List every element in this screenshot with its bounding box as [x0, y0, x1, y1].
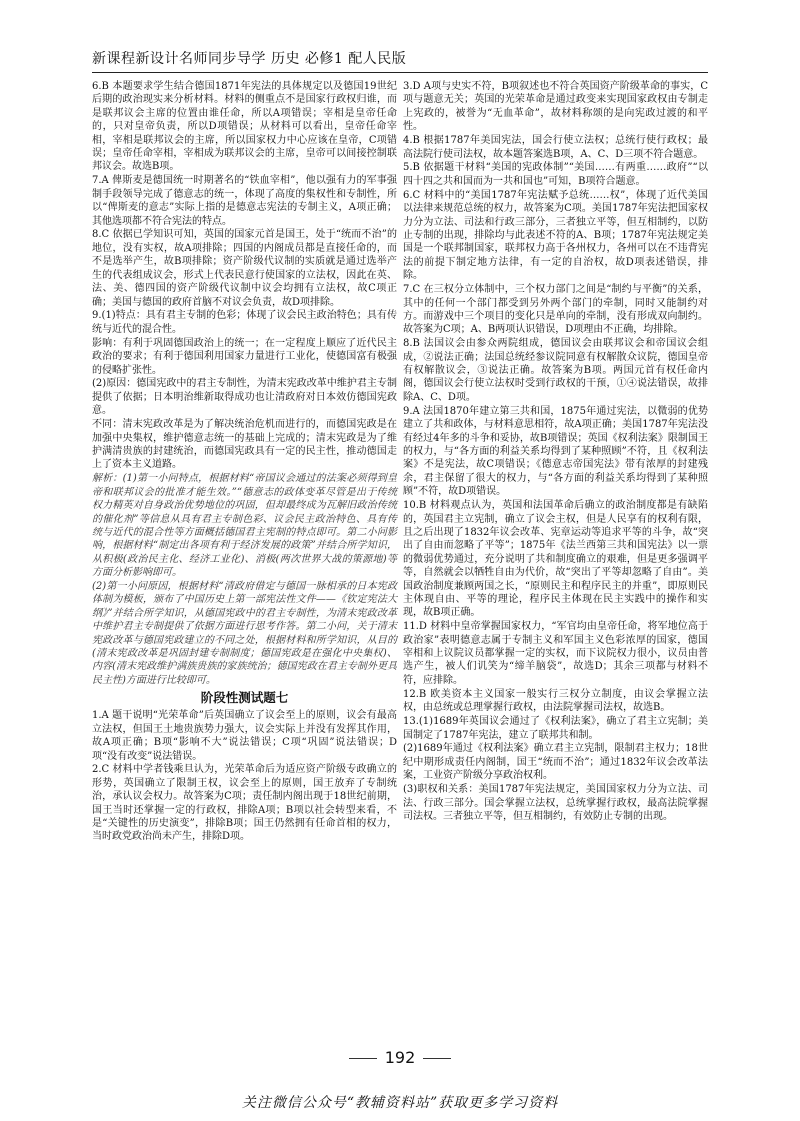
page-number-rule: [349, 1058, 377, 1059]
answer-paragraph: 6.B 本题要求学生结合德国1871年宪法的具体规定以及德国19世纪后期的政治现实来分析材料。材料的侧重点不是国家行政权归谁，而是联邦议会主席的位置由谁任命，所以A项错误；宰相是皇帝任命的，只对皇帝负责，所以D项错误；从材料可以看出，皇帝任命宰相，宰相是联邦议会的主席，所以国家权力中心应该在皇帝，C项错误；皇帝任命宰相，宰相成为联邦议会的主席，皇帝可以间接控制联邦议会。故选B项。: [92, 81, 397, 173]
answer-paragraph: 5.B 依据题干材料“美国的宪政体制”“美国……有两重……政府”“以四十四之共和国而为一共和国也”可知，B项符合题意。: [403, 162, 708, 187]
answer-paragraph: 7.C 在三权分立体制中，三个权力部门之间是“制约与平衡”的关系，其中的任何一个部门都受到另外两个部门的牵制，同时又能制约对方。而游戏中三个项目的变化只是单向的牵制，没有形成双向制约。故答案为C项；A、B两项认识错误，D项理由不正确，均排除。: [403, 284, 708, 336]
analysis-paragraph: (2)第一小问原因，根据材料“清政府借定与德国一脉相承的日本宪政体制为模板，颁布了中国历史上第一部宪法性文件——《钦定宪法大纲》”并结合所学知识，从德国宪政中的君主专制性，为清末宪政改革中维护君主专制提供了依据方面进行思考作答。第二小问，关于清末宪政改革与德国宪政建立的不同之处，根据材料和所学知识，从目的(清末宪政改革是巩固封建专制制度；德国宪政是在强化中央集权)、内容(清末宪政维护满族贵族的家族统治；德国宪政在君主专制外更具民主性)方面进行比较即可。: [92, 581, 397, 686]
answer-paragraph: 12.B 欧美资本主义国家一般实行三权分立制度，由议会掌握立法权，由总统或总理掌握行政权，由法院掌握司法权，故选B。: [403, 688, 708, 714]
answer-paragraph: (2)1689年通过《权利法案》确立君主立宪制，限制君主权力；18世纪中期形成责任内阁制，国王“统而不治”；通过1832年议会改革法案，工业资产阶级分享政治权利。: [403, 743, 708, 782]
answer-paragraph: 9.(1)特点：具有君主专制的色彩；体现了议会民主政治特色；具有传统与近代的混合性。: [92, 310, 397, 335]
analysis-paragraph: 解析：(1)第一小问特点，根据材料“帝国议会通过的法案必须得到皇帝和联邦议会的批准才能生效。”“德意志的政体变革尽管是出于传统权力精英对自身政治优势地位的巩固，但却最终成为瓦解旧政治传统的催化剂”等信息从具有君主专制色彩、议会民主政治特色、具有传统与近代的混合性等方面概括德国君主宪制的特点即可。第二小问影响，根据材料“制定出各项有利于经济发展的政策”并结合所学知识，从积极(政治民主化、经济工业化)、消极(两次世界大战的策源地)等方面分析影响即可。: [92, 473, 397, 579]
page-number-rule: [423, 1058, 451, 1059]
answer-paragraph: 不同：清末宪政改革是为了解决统治危机而进行的，而德国宪政是在加强中央集权，维护德意志统一的基础上完成的；清末宪政是为了维护满清贵族的封建统治，而德国宪政具有一定的民主性，推动德国走上了资本主义道路。: [92, 419, 397, 471]
page-number-text: 192: [384, 1048, 416, 1067]
answer-paragraph: 2.C 材料中学者钱乘旦认为，光荣革命后为适应资产阶级专政确立的形势，英国确立了限制王权，议会至上的原则，国王放弃了专制统治，承认议会权力。故答案为C项；责任制内阁出现于18世纪前期，国王当时还掌握一定的行政权，排除A项；B项以社会转型来看，不是“关键性的历史演变”，排除B项；国王仍然拥有任命首相的权力，当时政党政治尚未产生，排除D项。: [92, 764, 397, 843]
footer-note: 关注微信公众号“教辅资料站”获取更多学习资料: [241, 1095, 559, 1111]
answer-paragraph: 3.D A项与史实不符，B项叙述也不符合英国资产阶级革命的事实，C项与题意无关；英国的光荣革命是通过政变来实现国家政权由专制走上宪政的，被誉为“无血革命”，故材料称颂的是向宪政过渡的和平性。: [403, 81, 708, 133]
section-title: 阶段性测试题七: [200, 690, 289, 706]
answer-paragraph: 9.A 法国1870年建立第三共和国，1875年通过宪法，以微弱的优势建立了共和政体，与材料意思相符，故A项正确；美国1787年宪法没有经过4年多的斗争和妥协，故B项错误；英国《权利法案》限制国王的权力，与“各方面的利益关系均得到了某种照顾”不符，且《权利法案》不是宪法，故C项错误；《德意志帝国宪法》带有浓厚的封建残余，君主保留了很大的权力，与“各方面的利益关系均得到了某种照顾”不符，故D项错误。: [403, 405, 708, 498]
answer-paragraph: 影响：有利于巩固德国政治上的统一；在一定程度上顺应了近代民主政治的要求；有利于德国利用国家力量进行工业化，使德国富有极强的侵略扩张性。: [92, 337, 397, 376]
right-column: [403, 80, 708, 824]
left-column: [92, 80, 397, 844]
answer-paragraph: (2)原因：德国宪政中的君主专制性，为清末宪政改革中维护君主专制提供了依据；日本明治维新取得成功也让清政府对日本效仿德国宪政意。: [92, 378, 397, 417]
answer-paragraph: 13.(1)1689年英国议会通过了《权利法案》，确立了君主立宪制；美国制定了1787年宪法，建立了联邦共和制。: [403, 716, 708, 741]
page-header: [92, 48, 708, 73]
answer-paragraph: 11.D 材料中皇帝掌握国家权力，“军官均由皇帝任命，将军地位高于政治家”表明德意志属于专制主义和军国主义色彩浓厚的国家，德国宰相和上议院议员都掌握一定的实权，而下议院权力很小，议员由普选产生，被人们讥笑为“缔羊脑袋”，故选D；其余三项都与材料不符，应排除。: [403, 621, 708, 686]
answer-paragraph: 1.A 题干说明“光荣革命”后英国确立了议会至上的原则，议会有最高立法权，但国王土地贵族势力强大，议会实际上并没有发挥其作用，故A项正确；B项“影响不大”说法错误；C项“巩固”说法错误；D项“没有改变”说法错误。: [92, 710, 397, 762]
answer-paragraph: (3)职权和关系：美国1787年宪法规定，美国国家权力分为立法、司法、行政三部分。国会掌握立法权，总统掌握行政权，最高法院掌握司法权。三者独立平等，但互相制约，有效防止专制的出现。: [403, 784, 708, 822]
answer-paragraph: 10.B 材料观点认为，英国和法国革命后确立的政治制度都是有缺陷的，英国君主立宪制，确立了议会主权，但是人民享有的权利有限，且之后出现了1832年议会改革、宪章运动等追求平等的斗争，故“突出了自由而忽略了平等”；1875年《法兰西第三共和国宪法》以一票的微弱优势通过，充分说明了共和制度确立的艰难，但是更多强调平等，自然就会以牺牲自由为代价，故“突出了平等却忽略了自由”。美国政治制度兼顾两国之长，“原则民主和程序民主的并重”，即原则民主体现自由、平等的理论，程序民主体现在民主实践中的操作和实现，故B项正确。: [403, 500, 708, 619]
header-title: 新课程新设计名师同步导学 历史 必修1 配人民版: [92, 51, 407, 67]
answer-paragraph: 8.C 依据已学知识可知，英国的国家元首是国王，处于“统而不治”的地位，没有实权，故A项排除；四国的内阁成员都是直接任命的，而不是选举产生，故B项排除；资产阶级代议制的实质就是通过选举产生的代表组成议会，形式上代表民意行使国家的立法权，因此在英、法、美、德四国的资产阶级代议制中议会均拥有立法权，故C项正确；美国与德国的政府首脑不对议会负责，故D项排除。: [92, 229, 397, 308]
page-number: [0, 1048, 800, 1067]
answer-paragraph: 7.A 俾斯麦是德国统一时期著名的“铁血宰相”，他以强有力的军事强制手段领导完成了德意志的统一，体现了高度的集权性和专制性，所以“俾斯麦的意志”实际上指的是德意志宪法的专制主义，A项正确；其他选项都不符合宪法的特点。: [92, 175, 397, 227]
answer-paragraph: 6.C 材料中的“美国1787年宪法赋予总统……权”，体现了近代美国以法律来规范总统的权力，故答案为C项。美国1787年宪法把国家权力分为立法、司法和行政三部分，三者独立平等，但互相制约，以防止专制的出现，排除均与此表述不符的A、B项；1787年宪法规定美国是一个联邦制国家，联邦权力高于各州权力，各州可以在不违背宪法的前提下制定地方法律，有一定的自治权，故D项表述错误，排除。: [403, 189, 708, 282]
answer-paragraph: 8.B 法国议会由参众两院组成，德国议会由联邦议会和帝国议会组成，②说法正确；法国总统经参议院同意有权解散众议院，德国皇帝有权解散议会，③说法正确。故答案为B项。两国元首有权任命内阁，德国议会行使立法权时受到行政权的干预，①④说法错误，故排除A、C、D项。: [403, 338, 708, 403]
answer-paragraph: 4.B 根据1787年美国宪法，国会行使立法权；总统行使行政权；最高法院行使司法权，故本题答案选B项，A、C、D三项不符合题意。: [403, 135, 708, 160]
